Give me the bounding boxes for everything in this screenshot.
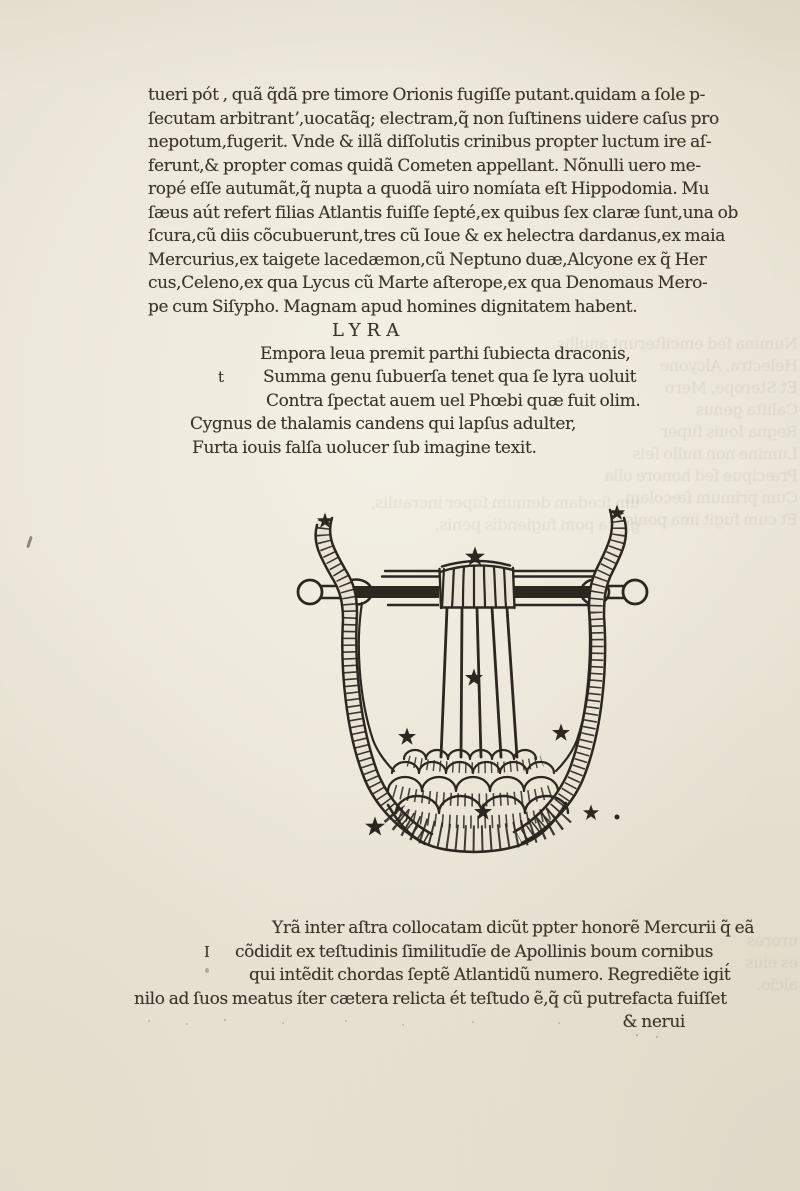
line-text: grata pom fugiendis penis, bbox=[435, 515, 640, 534]
line-text: Cygnus de thalamis candens qui lapſus adulter, bbox=[190, 414, 577, 434]
bottom-text-block bbox=[134, 917, 755, 1035]
line-text: Præcipue ſed honore olla bbox=[604, 466, 798, 485]
text-line bbox=[134, 988, 740, 1012]
lyre-strings bbox=[441, 608, 517, 757]
text-line bbox=[148, 249, 740, 273]
text-line bbox=[148, 437, 740, 461]
star-icon bbox=[474, 803, 492, 820]
text-line bbox=[148, 366, 740, 390]
text-line bbox=[148, 964, 740, 988]
line-text: ſcura,cũ diis cõcubuerunt,tres cũ Ioue & ex helectra dardanus,ex maia bbox=[148, 226, 725, 246]
line-text: tueri pót , quã q̃dã pre timore Orionis fugiſſe putant.quidam a ſole p- bbox=[148, 85, 706, 105]
text-line bbox=[148, 917, 755, 941]
line-text: Yrã inter aſtra collocatam dicũt ppter honorẽ Mercurii q̃ eã bbox=[272, 918, 755, 938]
crossbar-knob-right bbox=[623, 580, 647, 604]
line-text: um ſcedam demum ſuper incraulis, bbox=[370, 493, 640, 512]
line-text: qui intẽdit chordas ſeptẽ Atlantidũ numero. Regrediẽte igit́ bbox=[249, 965, 731, 985]
ink-specks-row bbox=[630, 1032, 632, 1034]
star-icon bbox=[465, 547, 485, 566]
line-text: nepotum,fugerit. Vnde & illã diſſolutis crinibus propter luctum ire aſ- bbox=[148, 132, 712, 152]
text-line bbox=[148, 178, 740, 202]
line-text: Empora leua premit parthi ſubiecta draconis, bbox=[260, 343, 631, 364]
lyra-woodcut-illustration bbox=[270, 495, 670, 885]
text-line bbox=[148, 390, 740, 414]
lyre-string bbox=[492, 608, 501, 757]
crossbar-knob-left bbox=[298, 580, 322, 604]
line-text: Helectra, Alcyone bbox=[660, 356, 798, 375]
main-text-block bbox=[148, 84, 740, 460]
text-line bbox=[148, 941, 740, 965]
line-text: cõdidit ex teſtudinis ſimilitudĩe de Apollinis boum cornibus bbox=[235, 941, 714, 962]
line-text: Summa genu ſubuerſa tenet qua ſe lyra uoluit bbox=[263, 367, 637, 387]
text-line bbox=[148, 296, 740, 320]
ink-speck bbox=[205, 968, 209, 973]
tortoise-shell bbox=[388, 750, 568, 852]
star-icon bbox=[365, 817, 385, 836]
text-line bbox=[148, 108, 740, 132]
text-line bbox=[148, 413, 740, 437]
line-text: & nerui bbox=[622, 1012, 685, 1032]
line-text: es eius bbox=[745, 953, 798, 972]
line-text: Et cum fugit ima ponis bbox=[625, 510, 798, 529]
line-text: Lumine non nullo ſeis bbox=[632, 444, 798, 463]
star-icon bbox=[583, 805, 599, 820]
text-line bbox=[148, 319, 740, 343]
line-text: Cum primum ſæcolam bbox=[625, 488, 798, 507]
line-text: Et Sterope, Mero bbox=[665, 378, 798, 397]
string-wrap-bundle bbox=[439, 561, 515, 608]
text-line bbox=[148, 272, 740, 296]
show-through-line bbox=[583, 465, 798, 487]
margin-guide-letter: I bbox=[204, 942, 210, 961]
star-dot-icon bbox=[615, 815, 620, 820]
line-text: LYRA bbox=[332, 320, 406, 341]
star-icon bbox=[552, 724, 570, 741]
line-text: Caliſta genus bbox=[696, 400, 798, 419]
ink-speck bbox=[26, 536, 33, 548]
text-line bbox=[148, 155, 740, 179]
lyre-right-horn bbox=[514, 510, 626, 843]
margin-guide-letter: t bbox=[218, 368, 225, 386]
text-line bbox=[148, 225, 740, 249]
line-text: Mercurius,ex taigete lacedæmon,cũ Neptuno duæ,Alcyone ex q̃ Her bbox=[148, 249, 707, 270]
line-text: cus,Celeno,ex qua Lycus cũ Marte aſterope,ex qua Denomaus Mero- bbox=[148, 273, 708, 293]
line-text: ropé eſſe autumãt,q̃ nupta a quodã uiro nomíata eſt Hippodomia. Mu bbox=[148, 179, 710, 199]
text-line bbox=[148, 1011, 740, 1035]
text-line bbox=[148, 202, 740, 226]
line-text: ferunt,& propter comas quidã Cometen appellant. Nõnulli uero me- bbox=[148, 155, 701, 176]
lyre-string bbox=[507, 608, 517, 757]
lyre-string bbox=[441, 608, 447, 757]
line-text: alcio. bbox=[756, 975, 798, 994]
text-line bbox=[148, 343, 740, 367]
ink-specks-row bbox=[140, 1018, 142, 1020]
line-text: Numina ſed emciſterunt anullis, bbox=[552, 334, 798, 353]
line-text: nilo ad ſuos meatus íter cætera relicta ét teſtudo ẽ,q̃ cũ putrefacta fuiſſet bbox=[134, 988, 727, 1009]
text-line bbox=[148, 84, 740, 108]
soundbox-inner-contour bbox=[359, 603, 591, 771]
line-text: Regna Iouis ſuper bbox=[661, 422, 798, 441]
line-text: urores bbox=[747, 931, 798, 950]
line-text: Contra ſpectat auem uel Phœbi quæ fuit olim. bbox=[266, 390, 641, 411]
line-text: pe cum Siſypho. Magnam apud homines dignitatem habent. bbox=[148, 296, 638, 317]
line-text: Furta iouis falſa uolucer ſub imagine texit. bbox=[192, 437, 537, 458]
text-line bbox=[148, 131, 740, 155]
line-text: ſæus aút refert filias Atlantis fuiſſe ſepté,ex quibus ſex claræ ſunt,una ob bbox=[148, 202, 739, 223]
star-icon bbox=[398, 728, 416, 745]
lyre-string bbox=[461, 608, 462, 757]
line-text: ſecutam arbitrantʼ,uocatãq; electram,q̃ non ſuſtinens uidere caſus pro bbox=[148, 108, 719, 129]
